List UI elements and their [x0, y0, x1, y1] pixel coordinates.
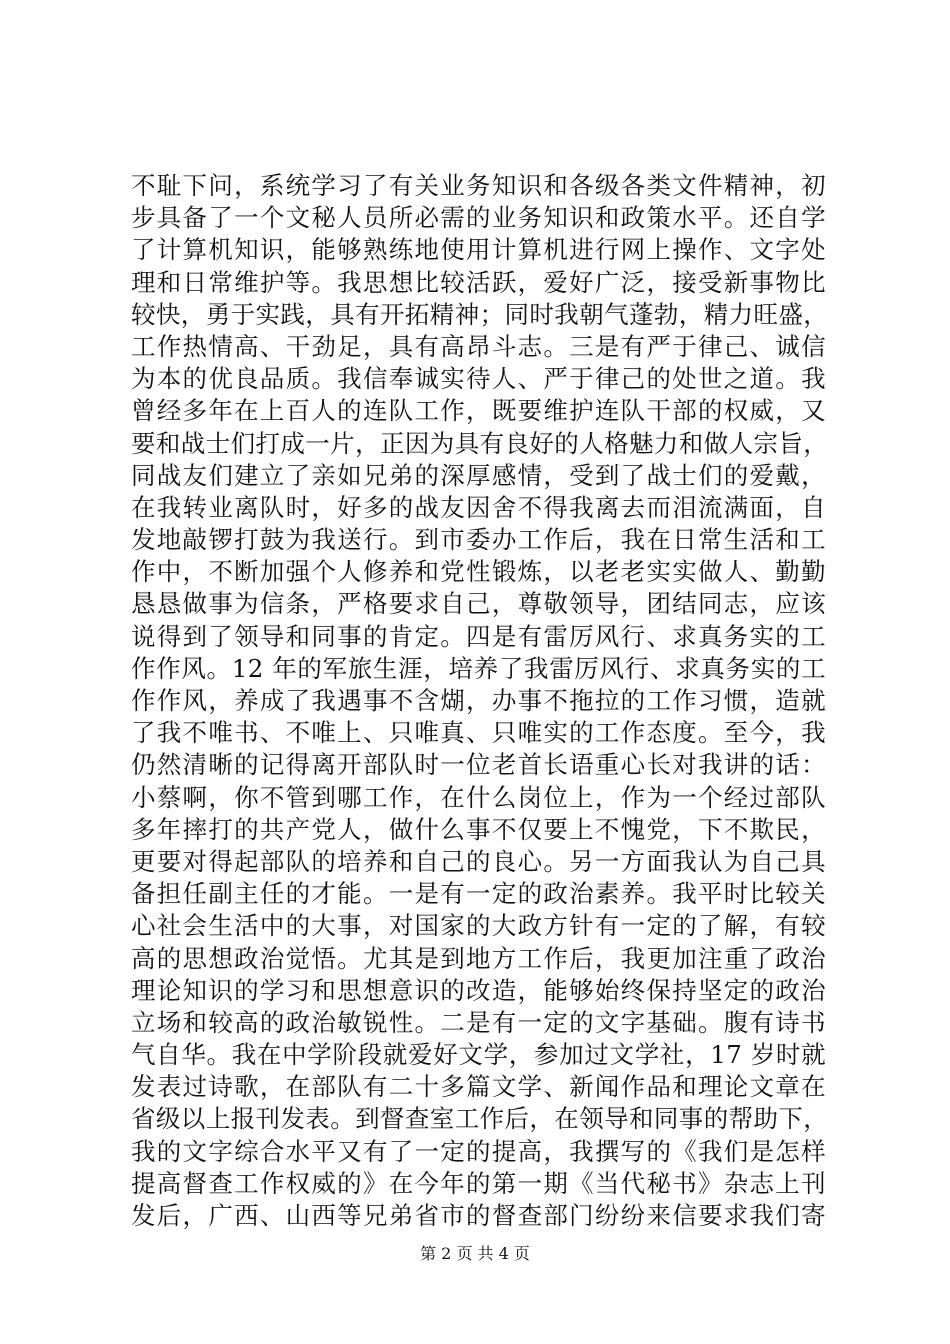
- text-line: 不耻下问，系统学习了有关业务知识和各级各类文件精神，初: [131, 171, 826, 200]
- text-line: 工作热情高、干劲足，具有高昂斗志。三是有严于律己、诚信: [131, 331, 826, 361]
- text-line: 理和日常维护等。我思想比较活跃，爱好广泛，接受新事物比: [131, 267, 826, 297]
- text-line: 多年摔打的共产党人，做什么事不仅要上不愧党，下不欺民，: [131, 814, 826, 844]
- text-line: 在我转业离队时，好多的战友因舍不得我离去而泪流满面，自: [131, 492, 826, 522]
- text-line: 恳恳做事为信条，严格要求自己，尊敬领导，团结同志，应该: [131, 589, 826, 619]
- text-line: 作中，不断加强个人修养和党性锻炼，以老老实实做人、勤勤: [131, 557, 826, 587]
- text-line: 更要对得起部队的培养和自己的良心。另一方面我认为自己具: [131, 846, 826, 876]
- text-line: 我的文字综合水平又有了一定的提高，我撰写的《我们是怎样: [131, 1136, 826, 1166]
- text-line: 同战友们建立了亲如兄弟的深厚感情，受到了战士们的爱戴，: [131, 460, 826, 490]
- text-line: 步具备了一个文秘人员所必需的业务知识和政策水平。还自学: [131, 203, 826, 233]
- text-line: 高的思想政治觉悟。尤其是到地方工作后，我更加注重了政治: [131, 943, 826, 973]
- text-line: 发地敲锣打鼓为我送行。到市委办工作后，我在日常生活和工: [131, 525, 826, 555]
- text-line: 理论知识的学习和思想意识的改造，能够始终保持坚定的政治: [131, 975, 826, 1005]
- text-line: 气自华。我在中学阶段就爱好文学，参加过文学社，17 岁时就: [131, 1040, 826, 1070]
- text-line: 发后，广西、山西等兄弟省市的督查部门纷纷来信要求我们寄: [131, 1201, 826, 1230]
- text-line: 要和战士们打成一片，正因为具有良好的人格魅力和做人宗旨，: [131, 428, 829, 458]
- text-line: 作作风。12 年的军旅生涯，培养了我雷厉风行、求真务实的工: [131, 653, 826, 683]
- text-line: 曾经多年在上百人的连队工作，既要维护连队干部的权威，又: [131, 396, 826, 426]
- text-line: 为本的优良品质。我信奉诚实待人、严于律己的处世之道。我: [131, 364, 826, 394]
- page-footer: 第 2 页 共 4 页: [420, 1244, 530, 1263]
- text-line: 仍然清晰的记得离开部队时一位老首长语重心长对我讲的话：: [131, 750, 826, 780]
- text-line: 说得到了领导和同事的肯定。四是有雷厉风行、求真务实的工: [131, 621, 826, 651]
- body-paragraph: [131, 170, 829, 1232]
- text-line: 立场和较高的政治敏锐性。二是有一定的文字基础。腹有诗书: [131, 1007, 826, 1037]
- text-line: 提高督查工作权威的》在今年的第一期《当代秘书》杂志上刊: [131, 1168, 826, 1198]
- text-line: 小蔡啊，你不管到哪工作，在什么岗位上，作为一个经过部队: [131, 782, 826, 812]
- text-line: 作作风，养成了我遇事不含煳，办事不拖拉的工作习惯，造就: [131, 686, 826, 715]
- text-line: 省级以上报刊发表。到督查室工作后，在领导和同事的帮助下，: [131, 1104, 829, 1134]
- text-line: 了计算机知识，能够熟练地使用计算机进行网上操作、文字处: [131, 235, 826, 265]
- text-line: 心社会生活中的大事，对国家的大政方针有一定的了解，有较: [131, 911, 826, 941]
- text-line: 较快，勇于实践，具有开拓精神；同时我朝气蓬勃，精力旺盛，: [131, 299, 829, 329]
- text-line: 备担任副主任的才能。一是有一定的政治素养。我平时比较关: [131, 879, 826, 909]
- text-line: 了我不唯书、不唯上、只唯真、只唯实的工作态度。至今，我: [131, 718, 826, 748]
- text-line: 发表过诗歌，在部队有二十多篇文学、新闻作品和理论文章在: [131, 1072, 826, 1102]
